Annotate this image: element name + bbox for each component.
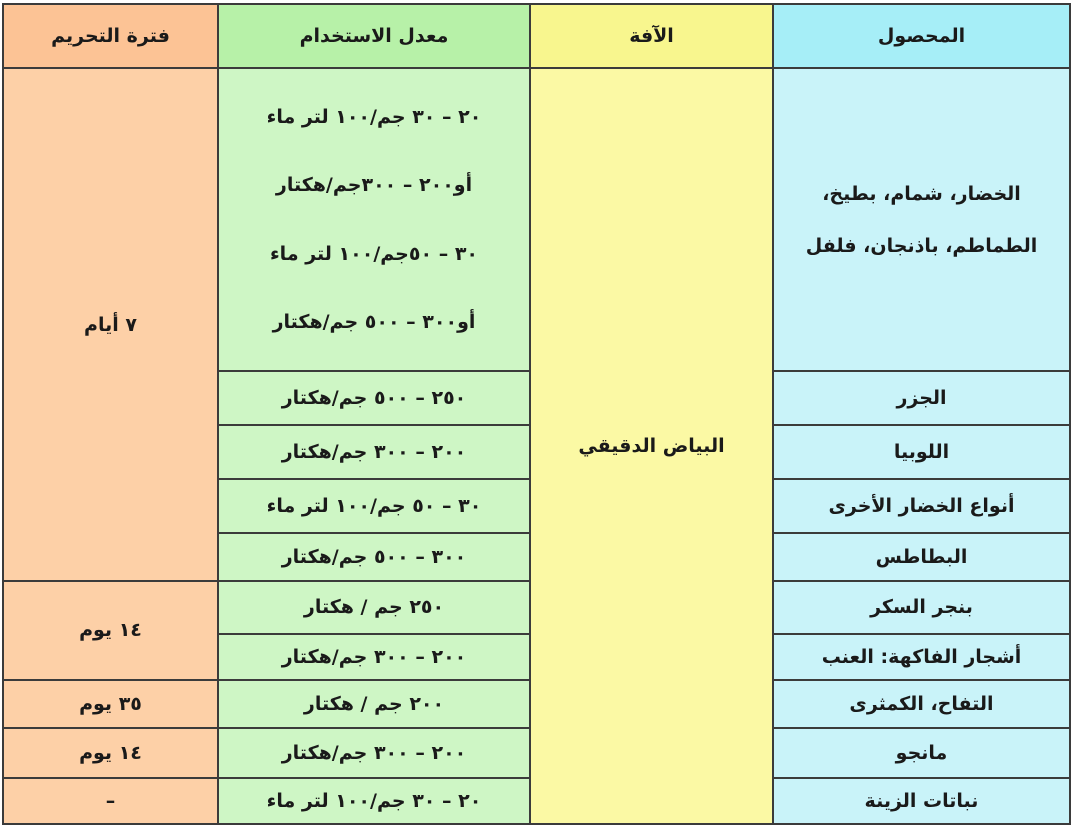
crop-cell: أشجار الفاكهة: العنب — [773, 634, 1070, 680]
rate-cell — [218, 68, 530, 371]
rate-cell: ٢٠٠ جم / هكتار — [218, 680, 530, 728]
rate-cell: ٢٠٠ – ٣٠٠ جم/هكتار — [218, 728, 530, 778]
crop-line: الخضار، شمام، بطيخ، — [822, 182, 1021, 205]
header-crop: المحصول — [773, 4, 1070, 68]
phi-cell: ١٤ يوم — [3, 581, 218, 679]
rate-cell: ٢٠ – ٣٠ جم/١٠٠ لتر ماء — [218, 778, 530, 824]
rate-line: أو٣٠٠ – ٥٠٠ جم/هكتار — [272, 310, 476, 333]
table-row — [3, 68, 1070, 371]
crop-cell: مانجو — [773, 728, 1070, 778]
header-rate: معدل الاستخدام — [218, 4, 530, 68]
crop-cell: البطاطس — [773, 533, 1070, 581]
phi-cell: ١٤ يوم — [3, 728, 218, 778]
header-phi: فترة التحريم — [3, 4, 218, 68]
rate-cell: ٢٠٠ – ٣٠٠ جم/هكتار — [218, 425, 530, 479]
rate-cell: ٢٥٠ – ٥٠٠ جم/هكتار — [218, 371, 530, 425]
rate-cell: ٣٠ – ٥٠ جم/١٠٠ لتر ماء — [218, 479, 530, 533]
rate-cell: ٢٥٠ جم / هكتار — [218, 581, 530, 633]
rate-line: أو٢٠٠ – ٣٠٠جم/هكتار — [275, 174, 473, 197]
crop-line: الطماطم، باذنجان، فلفل — [805, 234, 1038, 257]
rate-line: ٢٠ – ٣٠ جم/١٠٠ لتر ماء — [266, 106, 482, 129]
crop-cell: بنجر السكر — [773, 581, 1070, 633]
header-row — [3, 4, 1070, 68]
rate-cell: ٢٠٠ – ٣٠٠ جم/هكتار — [218, 634, 530, 680]
crop-cell: التفاح، الكمثرى — [773, 680, 1070, 728]
pesticide-usage-table — [2, 3, 1071, 825]
phi-cell: ٧ أيام — [3, 68, 218, 581]
phi-cell: ٣٥ يوم — [3, 680, 218, 728]
phi-cell: – — [3, 778, 218, 824]
crop-cell — [773, 68, 1070, 371]
header-pest: الآفة — [530, 4, 773, 68]
pest-cell: البياض الدقيقي — [530, 68, 773, 824]
crop-cell: الجزر — [773, 371, 1070, 425]
rate-line: ٣٠ – ٥٠جم/١٠٠ لتر ماء — [269, 242, 479, 265]
crop-cell: نباتات الزينة — [773, 778, 1070, 824]
rate-cell: ٣٠٠ – ٥٠٠ جم/هكتار — [218, 533, 530, 581]
crop-cell: اللوبيا — [773, 425, 1070, 479]
crop-cell: أنواع الخضار الأخرى — [773, 479, 1070, 533]
